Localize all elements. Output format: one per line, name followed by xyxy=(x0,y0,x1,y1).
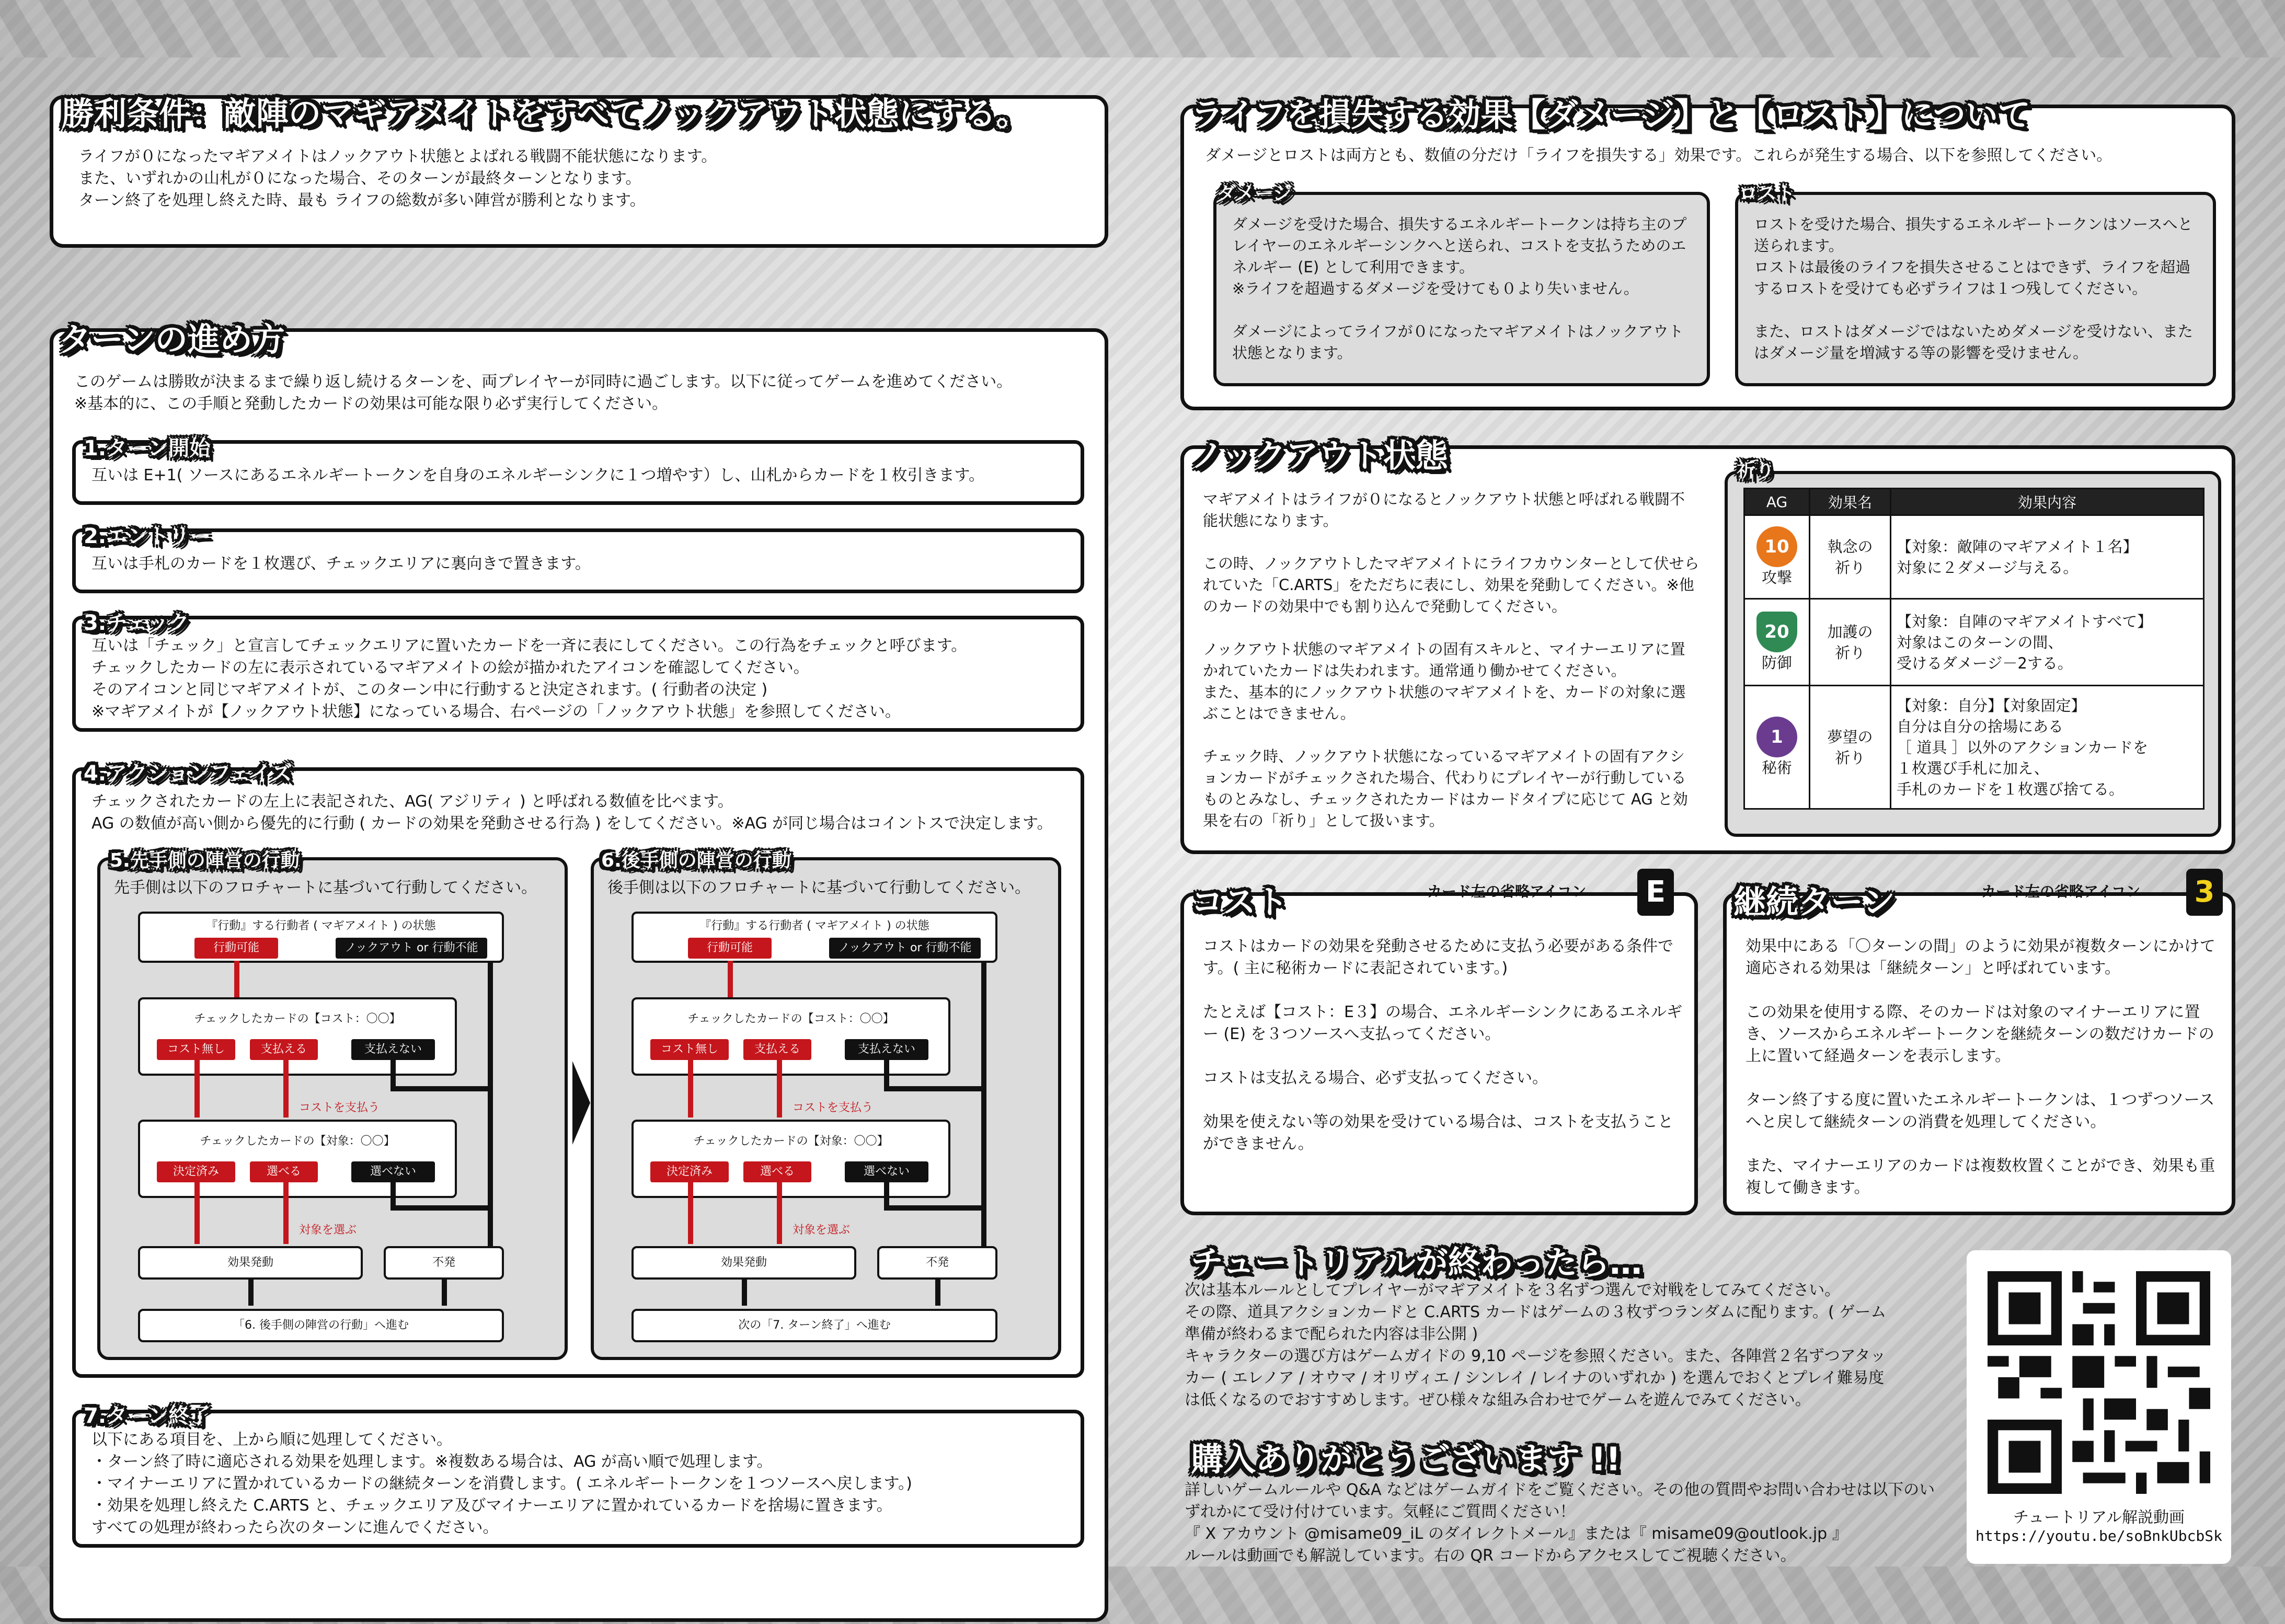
prayer-box xyxy=(1725,471,2221,837)
step-2-box xyxy=(72,528,1084,593)
step-1-text: 互いは E+1( ソースにあるエネルギートークンを自身のエネルギーシンクに１つ増やす）し、山札からカードを１枚引きます。 xyxy=(91,466,985,485)
flow2-can-act: 行動可能 xyxy=(688,938,772,959)
prayer-name: 執念の 祈り xyxy=(1810,515,1891,599)
flow2-state-label: 『行動』する行動者 ( マギアメイト ) の状態 xyxy=(699,919,929,932)
cost-icon-label: カード左の省略アイコン xyxy=(1427,883,1587,900)
flow-fail: 不発 xyxy=(384,1246,504,1280)
prayer-header-ag: AG xyxy=(1744,489,1810,515)
step-2-text: 互いは手札のカードを１枚選び、チェックエリアに裏向きで置きます。 xyxy=(91,555,591,573)
step-4-title: 4.アクションフェイズ xyxy=(84,762,292,786)
step-1-box xyxy=(72,440,1084,505)
cost-text: コストはカードの効果を発動させるために支払う必要がある条件です。( 主に秘術カードに表記されています。) たとえば【コスト：E３】の場合、エネルギーシンクにあるエネルギー (E) を３つソースへ支払ってください。 コストは支払える場合、必ず支払ってください。 効果を使えない等の効果を受けている場合は、コストを支払うことができません。 xyxy=(1203,937,1683,1153)
prayer-row xyxy=(1744,599,2204,686)
damage-panel xyxy=(1180,105,2235,410)
flow-decided: 決定済み xyxy=(157,1161,235,1182)
turn-count-icon: 3 xyxy=(2186,869,2223,916)
flow-first-end: 「6. 後手側の陣営の行動」へ進む xyxy=(138,1309,504,1342)
flow2-target-label: チェックしたカードの【対象：〇〇】 xyxy=(693,1135,889,1148)
continuous-text: 効果中にある「〇ターンの間」のように効果が複数ターンにかけて適応される効果は「継続ターン」と呼ばれています。 この効果を使用する際、そのカードは対象のマイナーエリアに置き、ソースからエネルギートークンを継続ターンの数だけカードの上に置いて経過ターンを表示します。 ターン終了する度に置いたエネルギートークンは、１つずつソースへと戻して継続ターンの消費を処理してください。 また、マイナーエリアのカードは複数枚置くことができ、効果も重複して働きます。 xyxy=(1746,937,2215,1197)
energy-icon: E xyxy=(1637,869,1674,916)
qr-url[interactable]: https://youtu.be/soBnkUbcbSk xyxy=(1975,1527,2222,1545)
flow2-activate: 効果発動 xyxy=(631,1246,856,1280)
prayer-type: 秘術 xyxy=(1761,758,1792,777)
top-decor-band xyxy=(0,0,2285,57)
flow-not-choosable: 選べない xyxy=(351,1161,435,1182)
cost-title: コスト xyxy=(1191,883,1289,921)
flow2-target-box xyxy=(631,1120,950,1198)
prayer-header-name: 効果名 xyxy=(1810,489,1891,515)
step-4-text: チェックされたカードの左上に表記された、AG( アジリティ ) と呼ばれる数値を比べます。 AG の数値が高い側から優先的に行動 ( カードの効果を発動させる行為 ) をしてください。※AG が同じ場合はコイントスで決定します。 xyxy=(91,792,1053,833)
flow-first-panel xyxy=(97,857,568,1360)
flow2-pick-target-note: 対象を選ぶ xyxy=(793,1224,851,1237)
damage-box xyxy=(1213,192,1710,386)
flow-target-box xyxy=(138,1120,457,1198)
damage-subtitle: ダメージ xyxy=(1217,183,1292,204)
prayer-name: 加護の 祈り xyxy=(1810,599,1891,686)
flow2-knockout: ノックアウト or 行動不能 xyxy=(829,938,981,959)
flow-activate: 効果発動 xyxy=(138,1246,363,1280)
knockout-text: マギアメイトはライフが０になるとノックアウト状態と呼ばれる戦闘不能状態になります。 この時、ノックアウトしたマギアメイトにライフカウンターとして伏せられていた「C.ARTS」をただちに表にし、効果を発動してください。※他のカードの効果中でも割り込んで発動してください。 ノックアウト状態のマギアメイトの固有スキルと、マイナーエリアに置かれていたカードは失われます。通常通り働かせてください。 また、基本的にノックアウト状態のマギアメイトを、カードの対象に選ぶことはできません。 チェック時、ノックアウト状態になっているマギアメイトの固有アクションカードがチェックされた場合、代わりにプレイヤーが行動しているものとみなし、チェックされたカードはカードタイプに応じて AG と効果を右の「祈り」として扱います。 xyxy=(1203,490,1700,830)
flow-state-label: 『行動』する行動者 ( マギアメイト ) の状態 xyxy=(206,919,436,932)
flow-second-title: 6.後手側の陣営の行動 xyxy=(601,850,791,871)
knockout-panel xyxy=(1180,445,2235,854)
qr-code-icon[interactable] xyxy=(1988,1271,2210,1494)
flow-no-cost: コスト無し xyxy=(157,1039,235,1060)
flow-pick-target-note: 対象を選ぶ xyxy=(299,1224,357,1237)
prayer-ag-cell xyxy=(1744,515,1810,599)
cost-panel xyxy=(1180,892,1698,1215)
prayer-type: 防御 xyxy=(1761,653,1792,672)
burst-ag-icon: 10 xyxy=(1756,526,1797,567)
victory-text: ライフが０になったマギアメイトはノックアウト状態とよばれる戦闘不能状態になります。 また、いずれかの山札が０になった場合、そのターンが最終ターンとなります。 ターン終了を処理し終えた時、最も ライフの総数が多い陣営が勝利となります。 xyxy=(78,147,717,210)
flow-can-pay: 支払える xyxy=(250,1039,318,1060)
flow2-choosable: 選べる xyxy=(743,1161,811,1182)
prayer-table-header xyxy=(1744,489,2204,515)
flow2-cost-label: チェックしたカードの【コスト：〇〇】 xyxy=(687,1012,894,1026)
turn-intro: このゲームは勝敗が決まるまで繰り返し続けるターンを、両プレイヤーが同時に過ごします。以下に従ってゲームを進めてください。 ※基本的に、この手順と発動したカードの効果は可能な限り必ず実行してください。 xyxy=(74,373,1013,413)
flow-can-act: 行動可能 xyxy=(194,938,278,959)
damage-title: ライフを損失する効果【ダメージ】と【ロスト】について xyxy=(1191,96,2030,134)
continuous-title: 継続ターン xyxy=(1733,883,1895,921)
flow2-no-cost: コスト無し xyxy=(650,1039,729,1060)
flow2-not-choosable: 選べない xyxy=(845,1161,928,1182)
prayer-subtitle: 祈り xyxy=(1737,460,1775,481)
prayer-effect: 【対象：自分】【対象固定】 自分は自分の捨場にある ［ 道具 ］以外のアクションカードを １枚選び手札に加え、 手札のカードを１枚選び捨てる。 xyxy=(1891,686,2204,809)
flow-cannot-pay: 支払えない xyxy=(351,1039,435,1060)
flow2-pay-cost-note: コストを支払う xyxy=(793,1101,874,1114)
prayer-effect: 【対象：敵陣のマギアメイト１名】 対象に２ダメージ与える。 xyxy=(1891,515,2204,599)
tutorial-text: 次は基本ルールとしてプレイヤーがマギアメイトを３名ずつ選んで対戦をしてみてください。 その際、道具アクションカードと C.ARTS カードはゲームの３枚ずつランダムに配ります。( ゲーム準備が終わるまで配られた内容は非公開 ) キャラクターの選び方はゲームガイドの 9,10 ページを参照ください。また、各陣営２名ずつアタッカー ( エレノア / オウマ / オリヴィエ / シンレイ / レイナのいずれか ) を選んでおくとプレイ難易度は低くなるのでおすすめします。ぜひ様々な組み合わせでゲームを遊んでみてください。 xyxy=(1185,1281,1887,1409)
step-7-text: 以下にある項目を、上から順に処理してください。 ・ターン終了時に適応される効果を処理します。※複数ある場合は、AG が高い順で処理します。 ・マイナーエリアに置かれているカードの継続ターンを消費します。( エネルギートークンを１つソースへ戻します。) ・効果を処理し終えた C.ARTS と、チェックエリア及びマイナーエリアに置かれているカードを捨場に置きます。 すべての処理が終わったら次のターンに進んでください。 xyxy=(91,1431,912,1537)
prayer-type: 攻撃 xyxy=(1761,568,1792,586)
prayer-ag-cell xyxy=(1744,599,1810,686)
step-7-title: 7.ターン終了 xyxy=(84,1404,211,1428)
step-3-text: 互いは「チェック」と宣言してチェックエリアに置いたカードを一斉に表にしてください。この行為をチェックと呼びます。 チェックしたカードの左に表示されているマギアメイトの絵が描かれたアイコンを確認してください。 そのアイコンと同じマギアメイトが、このターン中に行動すると決定されます。( 行動者の決定 ) ※マギアメイトが【ノックアウト状態】になっている場合、右ページの「ノックアウト状態」を参照してください。 xyxy=(91,637,967,721)
flow-first-title: 5.先手側の陣営の行動 xyxy=(110,850,300,871)
lost-text: ロストを受けた場合、損失するエネルギートークンはソースへと送られます。 ロストは最後のライフを損失させることはできず、ライフを超過するロストを受けても必ずライフは１つ残してください。 また、ロストはダメージではないためダメージを受けない、またはダメージ量を増減する等の影響を受けません。 xyxy=(1754,215,2193,362)
flow2-cannot-pay: 支払えない xyxy=(845,1039,928,1060)
knockout-title: ノックアウト状態 xyxy=(1191,436,1448,475)
damage-text: ダメージを受けた場合、損失するエネルギートークンは持ち主のプレイヤーのエネルギーシンクへと送られ、コストを支払うためのエネルギー (E) として利用できます。 ※ライフを超過するダメージを受けても０より失いません。 ダメージによってライフが０になったマギアメイトはノックアウト状態となります。 xyxy=(1232,215,1687,362)
step-7-box xyxy=(72,1410,1084,1548)
flow-second-lead: 後手側は以下のフロチャートに基づいて行動してください。 xyxy=(607,879,1031,897)
qr-card xyxy=(1967,1250,2231,1564)
flow-cost-box xyxy=(138,997,457,1076)
prayer-name: 夢望の 祈り xyxy=(1810,686,1891,809)
lost-box xyxy=(1735,192,2216,386)
prayer-effect: 【対象：自陣のマギアメイトすべて】 対象はこのターンの間、 受けるダメージ－2する。 xyxy=(1891,599,2204,686)
shield-ag-icon: 20 xyxy=(1756,612,1797,652)
flow2-fail: 不発 xyxy=(877,1246,997,1280)
flow-first-lead: 先手側は以下のフロチャートに基づいて行動してください。 xyxy=(114,879,537,897)
step-3-box xyxy=(72,616,1084,732)
prayer-ag-cell xyxy=(1744,686,1810,809)
turn-title: ターンの進め方 xyxy=(59,320,285,359)
flow-target-label: チェックしたカードの【対象：〇〇】 xyxy=(200,1135,395,1148)
flow-knockout: ノックアウト or 行動不能 xyxy=(336,938,487,959)
continuous-panel xyxy=(1723,892,2235,1215)
flow-pay-cost-note: コストを支払う xyxy=(299,1101,380,1114)
flow-second-panel xyxy=(591,857,1061,1360)
prayer-row xyxy=(1744,686,2204,809)
prayer-table xyxy=(1743,488,2204,810)
orb-ag-icon: 1 xyxy=(1756,717,1797,757)
prayer-header-effect: 効果内容 xyxy=(1891,489,2204,515)
flow-choosable: 選べる xyxy=(250,1161,318,1182)
flow-next-arrow-icon xyxy=(572,1061,590,1145)
damage-intro: ダメージとロストは両方とも、数値の分だけ「ライフを損失する」効果です。これらが発生する場合、以下を参照してください。 xyxy=(1205,146,2112,165)
step-3-title: 3.チェック xyxy=(84,611,189,635)
flow2-decided: 決定済み xyxy=(650,1161,729,1182)
tutorial-title: チュートリアルが終わったら… xyxy=(1191,1243,1643,1282)
thanks-title: 購入ありがとうございます !! xyxy=(1191,1440,1621,1478)
victory-title: 勝利条件：敵陣のマギアメイトをすべてノックアウト状態にする。 xyxy=(62,95,1029,133)
continuous-icon-label: カード左の省略アイコン xyxy=(1981,883,2141,900)
prayer-row xyxy=(1744,515,2204,599)
qr-caption: チュートリアル解説動画 xyxy=(2013,1508,2185,1527)
step-1-title: 1.ターン開始 xyxy=(84,436,211,460)
flow-cost-label: チェックしたカードの【コスト：〇〇】 xyxy=(194,1012,401,1026)
flow2-can-pay: 支払える xyxy=(743,1039,811,1060)
thanks-text: 詳しいゲームルールや Q&A などはゲームガイドをご覧ください。その他の質問やお問い合わせは以下のいずれかにて受け付けています。気軽にご質問ください！ 『 X アカウント @misame09_iL のダイレクトメール』または『 misame09@outlook.jp 』 ルールは動画でも解説しています。右の QR コードからアクセスしてご視聴ください。 xyxy=(1185,1481,1935,1565)
lost-subtitle: ロスト xyxy=(1739,183,1796,204)
flow-second-end: 次の「7. ターン終了」へ進む xyxy=(631,1309,997,1342)
flow2-cost-box xyxy=(631,997,950,1076)
step-2-title: 2.エントリー xyxy=(84,524,211,548)
